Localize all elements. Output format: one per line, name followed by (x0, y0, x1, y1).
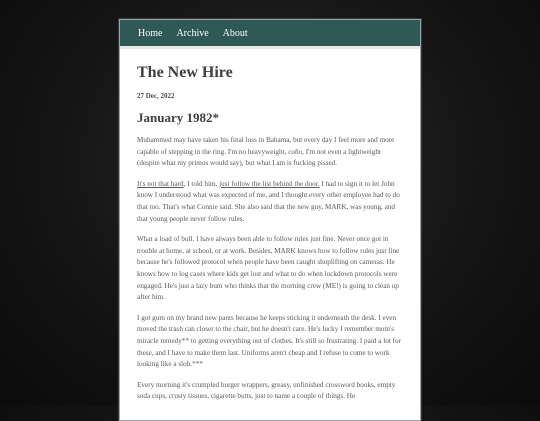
section-heading: January 1982* (137, 110, 219, 125)
paragraph-5: Every morning it's crumpled burger wrappers, greasy, unfinished crossword books, empty soda cups, crusty tissues, cigarette butts, just to name a couple of things. He (137, 380, 396, 401)
paragraph-2-text-b: I had to sign it to let John know I understood what was expected of me, and I thought every other employee had to do that too. That's what Connie said. She also said that the new guy, MARK, was young, and that young people never follow rules. (137, 179, 400, 223)
top-nav (120, 20, 420, 49)
paragraph-3: What a load of bull. I have always been able to follow rules just fine. Never once got in trouble at home, at school, or at work. Besides, MARK knows how to follow rules just fine because he's followed protocol when people have been caught shoplifting on cameras. He knows how to log cases where kids get lost and what to do when lockdown protocols were engaged. He's just a lazy bum who thinks that the morning crew (ME!) is going to clean up after him. (137, 235, 400, 302)
nav-home-link[interactable]: Home (138, 27, 163, 39)
underlined-phrase-1: It's not that hard (137, 179, 184, 188)
nav-archive-link[interactable]: Archive (176, 27, 209, 39)
paragraph-4: I got gum on my brand new pants because he keeps sticking it underneath the desk. I even moved the trash can closer to the chair, but he doesn't care. He's lucky I remember mom's miracle remedy** to getting everything out of clothes. It's still so frustrating. I paid a lot for these, and I have to make them last. Uniforms aren't cheap and I refuse to come to work looking like a slob.*** (137, 313, 401, 369)
paragraph-2 (137, 179, 403, 225)
nav-about-link[interactable]: About (222, 27, 248, 39)
underlined-phrase-2: just follow the list behind the door. (219, 179, 320, 188)
page-frame (119, 19, 421, 421)
paragraph-1: Muhammed may have taken his final loss in Bahama, but every day I feel more and more capable of stepping in the ring. I'm no heavyweight, coño, I'm not even a lightweight (despite what my primos would say), but what I am is fucking pissed. (137, 136, 395, 168)
post-title: The New Hire (137, 64, 233, 81)
paragraph-2-text-a: , I told him, (183, 179, 220, 188)
post-article (120, 49, 420, 403)
post-date: 27 Dec, 2022 (137, 92, 175, 100)
